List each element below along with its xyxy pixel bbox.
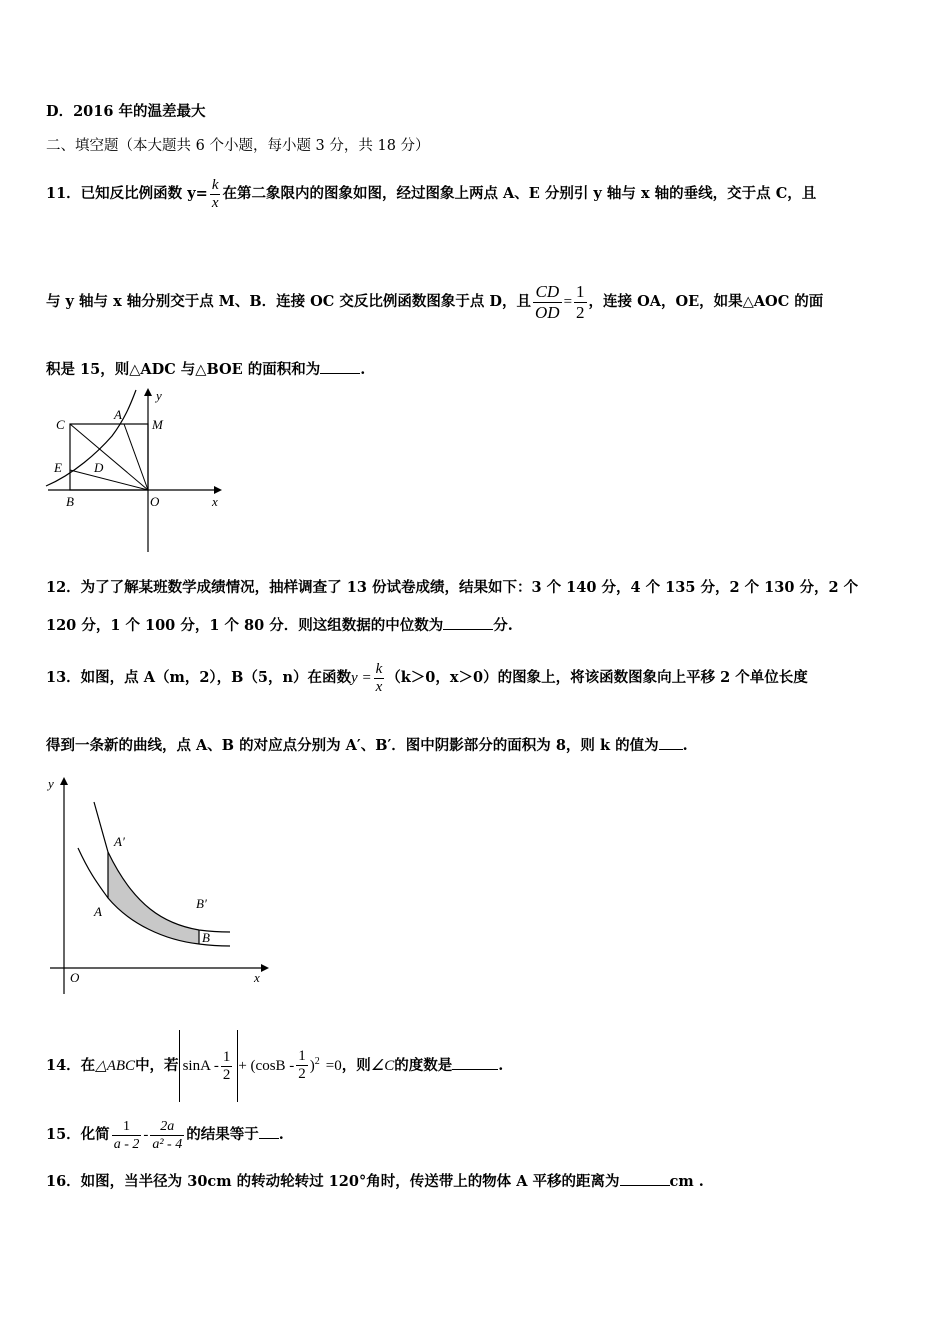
q11-line3-end: .	[360, 361, 366, 378]
q13-line1-post: （k＞0，x＞0）的图象上，将该函数图象向上平移 2 个单位长度	[386, 669, 808, 686]
q13-label-y: y	[48, 776, 54, 791]
q12-line2	[46, 616, 513, 636]
q12-answer-blank[interactable]	[443, 629, 493, 630]
q15-f1-num: 1	[112, 1118, 142, 1136]
q11-cd-od	[533, 282, 562, 323]
q14-paren: )	[309, 1057, 315, 1074]
q13-line2-end: .	[682, 737, 688, 754]
q11-line1	[46, 168, 816, 220]
q13-x-arrow	[261, 964, 269, 972]
q15-f2-den: a² - 4	[152, 1136, 183, 1152]
q13-label-b-prime: B′	[196, 896, 207, 911]
q13-shaded-region	[108, 852, 199, 944]
q14-half-1-num: 1	[222, 1048, 231, 1065]
q13-answer-blank[interactable]	[659, 749, 683, 750]
q13-label-b: B	[202, 930, 210, 945]
q15-pre: 15．化简	[46, 1126, 110, 1143]
q11-label-d: D	[94, 460, 104, 475]
q14-plus-cos: + (cosB -	[238, 1057, 295, 1074]
q11-line3	[46, 360, 365, 380]
q11-figure	[44, 386, 230, 554]
q13-line2-pre: 得到一条新的曲线，点 A、B 的对应点分别为 A′、B′．图中阴影部分的面积为 8，则 k 的值为	[46, 737, 659, 754]
q11-label-x: x	[212, 494, 218, 509]
q13-label-a-prime: A′	[114, 834, 125, 849]
q14-half-1	[221, 1049, 233, 1084]
q13-y-eq: y =	[351, 670, 372, 686]
q16-text: 16．如图，当半径为 30cm 的转动轮转过 120°角时，传送带上的物体 A 平移的距离为	[46, 1173, 620, 1190]
q14-pre: 14．在	[46, 1056, 96, 1074]
q12-line1: 12．为了了解某班数学成绩情况，抽样调查了 13 份试卷成绩，结果如下：3 个 140 分，4 个 135 分，2 个 130 分，2 个	[46, 579, 859, 596]
q11-one: 1	[576, 281, 585, 301]
q11-line3-text: 积是 15，则△ADC 与△BOE 的面积和为	[46, 361, 321, 378]
q11-line1-post: 在第二象限内的图象如图，经过图象上两点 A、E 分别引 y 轴与 x 轴的垂线，交于点 C，且	[222, 185, 817, 202]
q15-frac1	[112, 1118, 142, 1153]
q11-label-a: A	[114, 407, 122, 422]
q11-label-y: y	[156, 388, 162, 403]
q14-answer-blank[interactable]	[452, 1069, 498, 1070]
q13-k: k	[375, 660, 383, 677]
q11-label-e: E	[54, 460, 62, 475]
q13-label-x: x	[254, 970, 260, 985]
q14-then: ，则	[341, 1056, 371, 1074]
q11-line2-pre: 与 y 轴与 x 轴分别交于点 M、B．连接 OC 交反比例函数图象于点 D，且	[46, 293, 532, 310]
q11-x-arrow	[214, 486, 222, 494]
q13-x: x	[375, 678, 383, 695]
option-d: D．2016 年的温差最大	[46, 103, 206, 120]
q13-y-arrow	[60, 777, 68, 785]
q14-line	[46, 1026, 503, 1102]
q15-f1-den: a - 2	[113, 1136, 140, 1152]
q12-line2-pre: 120 分，1 个 100 分，1 个 80 分．则这组数据的中位数为	[46, 617, 444, 634]
q13-k-over-x	[374, 661, 385, 696]
q13-line1	[46, 650, 808, 706]
q11-two: 2	[576, 302, 585, 322]
q11-eq: =	[563, 294, 573, 310]
q14-triangle: △ABC	[95, 1057, 136, 1074]
q11-label-m: M	[152, 417, 163, 432]
q13-figure	[44, 774, 274, 996]
q11-line1-pre: 11．已知反比例函数 y=	[46, 185, 208, 202]
q11-half	[574, 282, 587, 323]
q11-answer-blank[interactable]	[320, 373, 360, 374]
q15-end: .	[278, 1126, 284, 1143]
q15-minus: -	[143, 1127, 149, 1143]
q14-post: 的度数是	[394, 1056, 453, 1074]
q11-line2-post: ，连接 OA，OE，如果△AOC 的面	[588, 293, 824, 310]
q11-line2	[46, 272, 823, 332]
section-title: 二、填空题（本大题共 6 个小题，每小题 3 分，共 18 分）	[46, 138, 430, 154]
q11-k-over-x	[210, 177, 221, 212]
q13-line1-pre: 13．如图，点 A（m，2），B（5，n）在函数	[46, 669, 352, 686]
q14-half-2-den: 2	[298, 1066, 306, 1083]
q14-end: .	[498, 1056, 504, 1074]
q11-od: OD	[535, 302, 560, 322]
q16-line	[46, 1172, 704, 1192]
q13-line2	[46, 736, 688, 756]
q14-half-2-num: 1	[298, 1048, 306, 1065]
q14-eq0: =0	[325, 1057, 342, 1074]
q13-label-o: O	[70, 970, 80, 985]
q11-label-o: O	[150, 494, 160, 509]
q15-frac2	[150, 1118, 184, 1153]
q12-line2-post: 分.	[493, 617, 513, 634]
q16-answer-blank[interactable]	[620, 1185, 670, 1186]
q14-half-2	[296, 1048, 308, 1083]
q16-post: cm .	[669, 1173, 704, 1190]
q14-angle: ∠C	[370, 1057, 395, 1074]
q13-label-a: A	[94, 904, 102, 919]
q11-label-c: C	[56, 417, 65, 432]
q15-line	[46, 1110, 284, 1160]
q14-abs-sin	[179, 1030, 239, 1102]
q15-f2-num: 2a	[150, 1118, 184, 1136]
q11-y-arrow	[144, 388, 152, 396]
q11-label-b: B	[66, 494, 74, 509]
q14-exponent: 2	[314, 1056, 320, 1067]
q11-k: k	[211, 176, 219, 193]
q14-half-1-den: 2	[222, 1066, 231, 1083]
q11-x: x	[211, 194, 219, 211]
q14-mid: 中，若	[135, 1056, 179, 1074]
q15-post: 的结果等于	[186, 1126, 259, 1143]
q11-cd: CD	[533, 282, 562, 303]
q15-answer-blank[interactable]	[259, 1138, 279, 1139]
q14-sina: sinA -	[182, 1057, 219, 1074]
